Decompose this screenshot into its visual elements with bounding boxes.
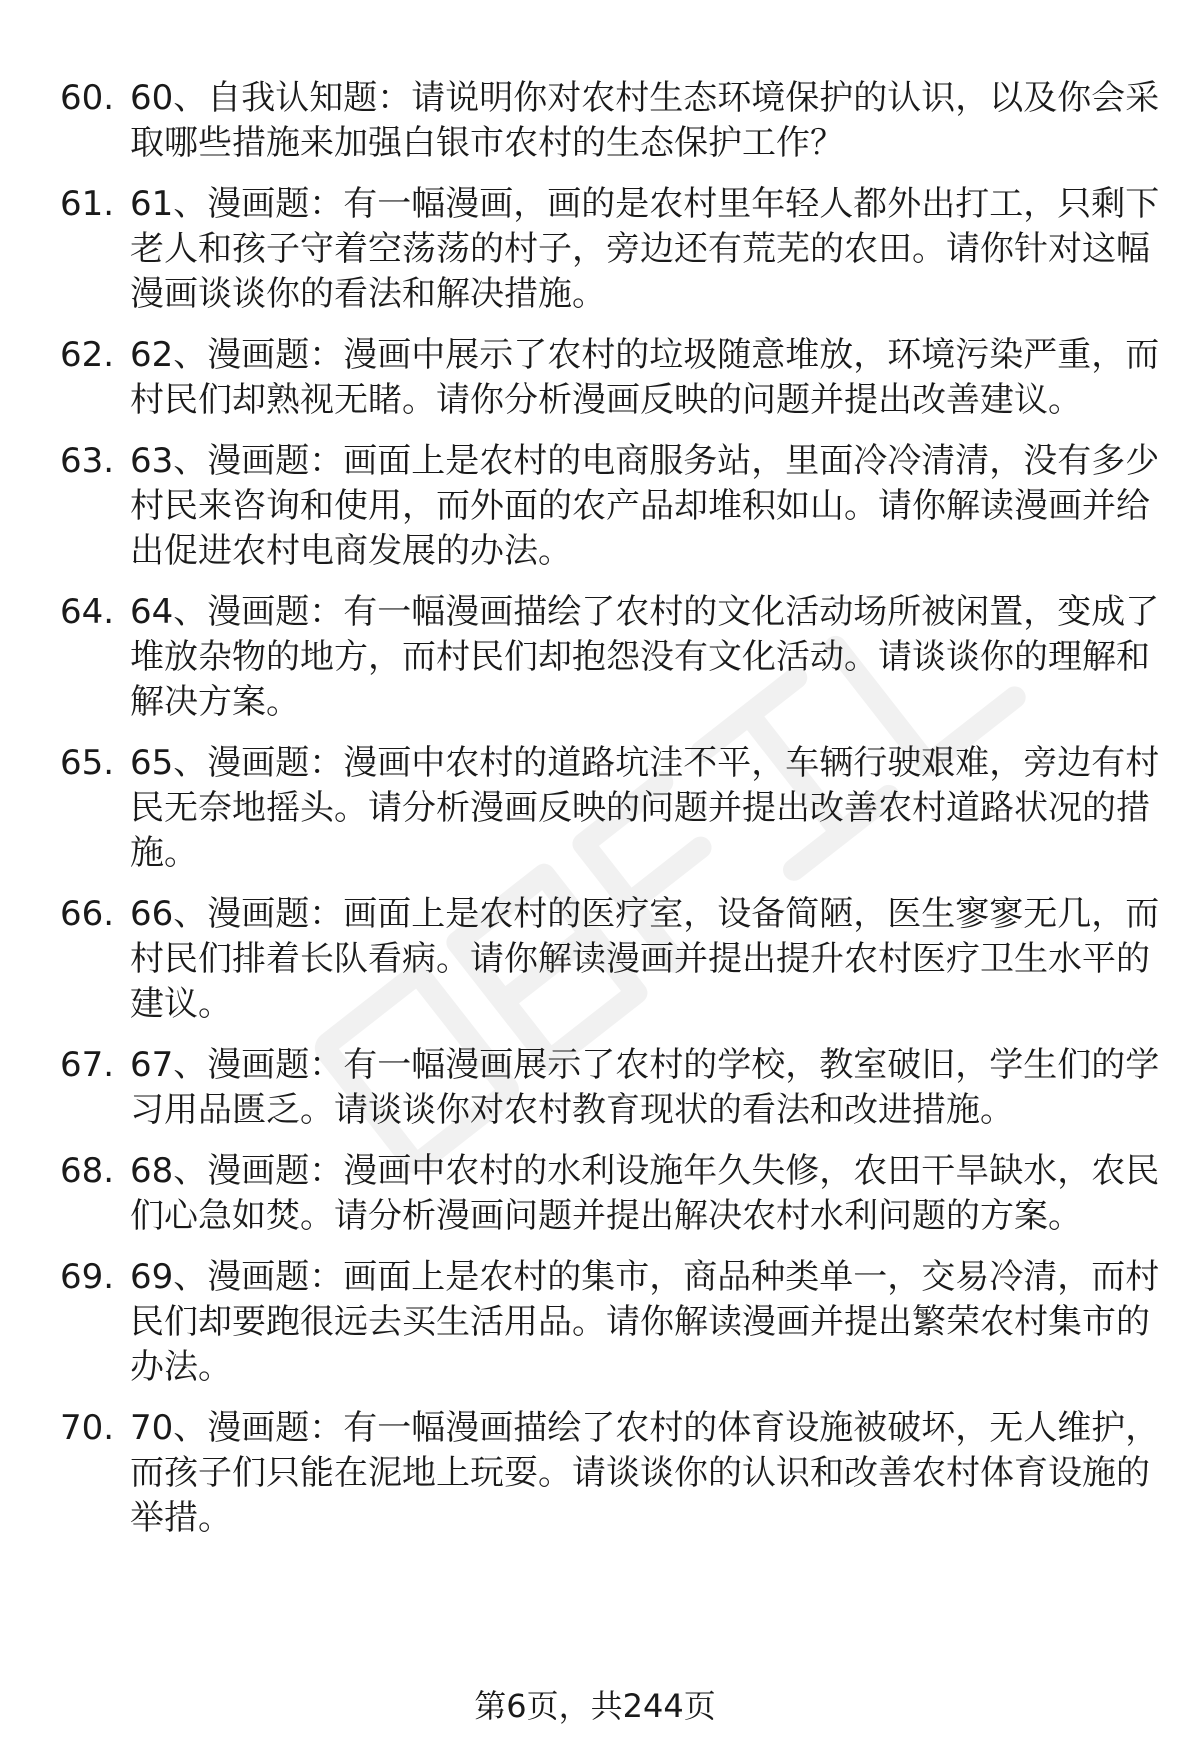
- question-item-60: [60, 76, 1160, 166]
- page-number-label: 第6页，共244页: [474, 1687, 716, 1725]
- question-text: 70、漫画题：有一幅漫画描绘了农村的体育设施被破坏，无人维护，而孩子们只能在泥地上玩耍。请谈谈你的认识和改善农村体育设施的举措。: [130, 1408, 1160, 1538]
- question-text: 60、自我认知题：请说明你对农村生态环境保护的认识，以及你会采取哪些措施来加强白银市农村的生态保护工作？: [130, 78, 1160, 163]
- question-text: 66、漫画题：画面上是农村的医疗室，设备简陋，医生寥寥无几，而村民们排着长队看病。请你解读漫画并提出提升农村医疗卫生水平的建议。: [130, 894, 1160, 1024]
- question-number: 70.: [60, 1408, 115, 1448]
- question-text: 64、漫画题：有一幅漫画描绘了农村的文化活动场所被闲置，变成了堆放杂物的地方，而村民们却抱怨没有文化活动。请谈谈你的理解和解决方案。: [130, 592, 1160, 722]
- page-footer: [0, 1686, 1190, 1726]
- question-text: 63、漫画题：画面上是农村的电商服务站，里面冷冷清清，没有多少村民来咨询和使用，而外面的农产品却堆积如山。请你解读漫画并给出促进农村电商发展的办法。: [130, 441, 1160, 571]
- question-number: 63.: [60, 441, 115, 481]
- question-number: 67.: [60, 1045, 115, 1085]
- question-item-69: [60, 1255, 1160, 1390]
- question-item-70: [60, 1406, 1160, 1541]
- question-text: 68、漫画题：漫画中农村的水利设施年久失修，农田干旱缺水，农民们心急如焚。请分析漫画问题并提出解决农村水利问题的方案。: [130, 1151, 1160, 1236]
- question-number: 65.: [60, 743, 115, 783]
- question-number: 69.: [60, 1257, 115, 1297]
- question-item-66: [60, 892, 1160, 1027]
- question-item-63: [60, 439, 1160, 574]
- question-item-62: [60, 333, 1160, 423]
- question-text: 61、漫画题：有一幅漫画，画的是农村里年轻人都外出打工，只剩下老人和孩子守着空荡荡的村子，旁边还有荒芜的农田。请你针对这幅漫画谈谈你的看法和解决措施。: [130, 184, 1160, 314]
- question-text: 69、漫画题：画面上是农村的集市，商品种类单一，交易冷清，而村民们却要跑很远去买生活用品。请你解读漫画并提出繁荣农村集市的办法。: [130, 1257, 1160, 1387]
- question-number: 61.: [60, 184, 115, 224]
- question-list: [60, 76, 1160, 1557]
- question-number: 60.: [60, 78, 115, 118]
- question-number: 64.: [60, 592, 115, 632]
- question-number: 66.: [60, 894, 115, 934]
- question-item-65: [60, 741, 1160, 876]
- question-item-64: [60, 590, 1160, 725]
- question-number: 68.: [60, 1151, 115, 1191]
- question-item-61: [60, 182, 1160, 317]
- question-item-68: [60, 1149, 1160, 1239]
- question-number: 62.: [60, 335, 115, 375]
- question-text: 62、漫画题：漫画中展示了农村的垃圾随意堆放，环境污染严重，而村民们却熟视无睹。请你分析漫画反映的问题并提出改善建议。: [130, 335, 1160, 420]
- question-text: 65、漫画题：漫画中农村的道路坑洼不平，车辆行驶艰难，旁边有村民无奈地摇头。请分析漫画反映的问题并提出改善农村道路状况的措施。: [130, 743, 1160, 873]
- question-text: 67、漫画题：有一幅漫画展示了农村的学校，教室破旧，学生们的学习用品匮乏。请谈谈你对农村教育现状的看法和改进措施。: [130, 1045, 1160, 1130]
- question-item-67: [60, 1043, 1160, 1133]
